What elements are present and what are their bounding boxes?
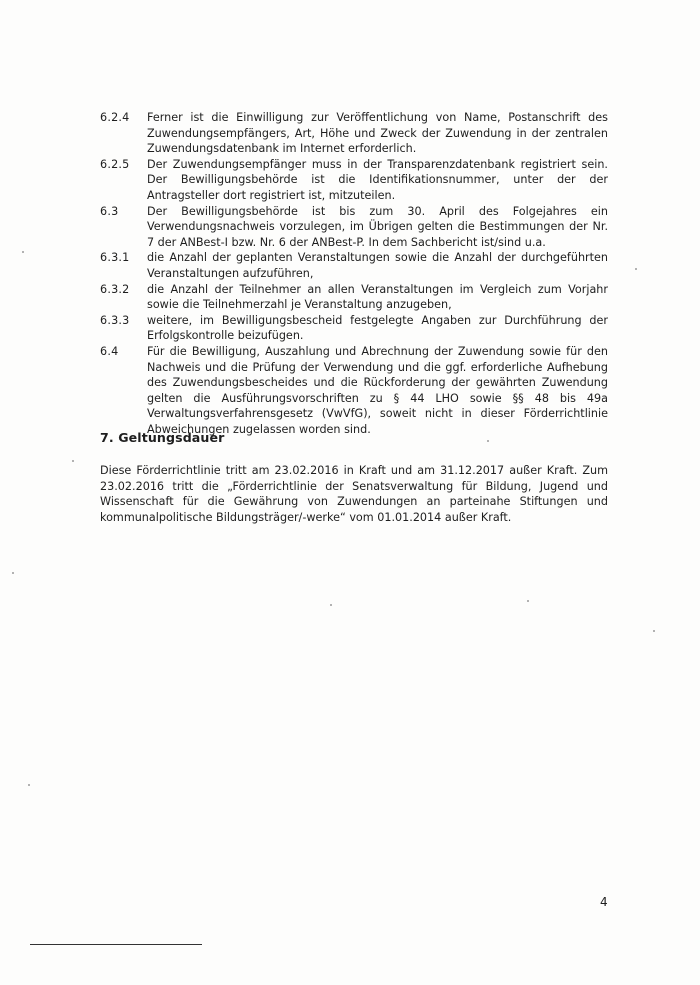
item-text: Für die Bewilligung, Auszahlung und Abrechnung der Zuwendung sowie für den Nachweis und die Prüfung der Verwendung und die ggf. erforderliche Aufhebung des Zuwendungsbescheides und die Rückforderung der gewährten Zuwendung gelten die Ausführungsvorschriften zu § 44 LHO sowie §§ 48 bis 49a Verwaltungsverfahrensgesetz (VwVfG), soweit nicht in dieser Förderrichtlinie Abweichungen zugelassen worden sind. [147,344,608,436]
item-text: Der Bewilligungsbehörde ist bis zum 30. April des Folgejahres ein Verwendungsnachweis vorzulegen, im Übrigen gelten die Bestimmungen der Nr. 7 der ANBest-I bzw. Nr. 6 der ANBest-P. In dem Sachbericht ist/sind u.a. [147,204,608,249]
item-number: 6.3.1 [100,251,130,265]
scan-speck [28,784,30,786]
list-item [100,110,608,157]
scan-speck [72,460,74,462]
scan-speck [487,440,489,442]
footer-rule [30,944,202,945]
scan-speck [12,572,14,574]
item-number: 6.2.5 [100,157,130,171]
list-item [100,344,608,438]
scan-speck [527,600,529,602]
list-item [100,313,608,344]
item-text: die Anzahl der geplanten Veranstaltungen sowie die Anzahl der durchgeführten Veranstaltungen aufzuführen, [147,251,608,280]
scan-speck [635,268,637,270]
scan-speck [653,630,655,632]
section-paragraph: Diese Förderrichtlinie tritt am 23.02.2016 in Kraft und am 31.12.2017 außer Kraft. Zum 23.02.2016 tritt die „Förderrichtlinie der Senatsverwaltung für Bildung, Jugend und Wissenschaft für die Gewährung von Zuwendungen an parteinahe Stiftungen und kommunalpolitische Bildungsträger/-werke“ vom 01.01.2014 außer Kraft. [100,464,608,524]
item-number: 6.3.2 [100,282,130,296]
page-number: 4 [600,895,608,909]
item-text: Der Zuwendungsempfänger muss in der Transparenzdatenbank registriert sein. Der Bewilligungsbehörde ist die Identifikationsnummer, unter der der Antragsteller dort registriert ist, mitzuteilen. [147,157,608,202]
item-number: 6.4 [100,344,119,358]
item-text: Ferner ist die Einwilligung zur Veröffentlichung von Name, Postanschrift des Zuwendungsempfängers, Art, Höhe und Zweck der Zuwendung in der zentralen Zuwendungsdatenbank im Internet erforderlich. [147,111,608,156]
item-number: 6.3.3 [100,313,130,327]
scan-speck [330,604,332,606]
list-item [100,157,608,204]
section-heading: 7. Geltungsdauer [100,430,225,445]
list-item [100,250,608,281]
item-number: 6.2.4 [100,111,130,124]
item-text: die Anzahl der Teilnehmer an allen Veranstaltungen im Vergleich zum Vorjahr sowie die Teilnehmerzahl je Veranstaltung anzugeben, [147,282,608,312]
scan-speck [22,251,24,253]
list-item [100,282,608,313]
item-text: weitere, im Bewilligungsbescheid festgelegte Angaben zur Durchführung der Erfolgskontrolle beizufügen. [147,313,608,343]
list-item [100,204,608,251]
item-number: 6.3 [100,204,119,218]
section-6-items [100,110,608,437]
